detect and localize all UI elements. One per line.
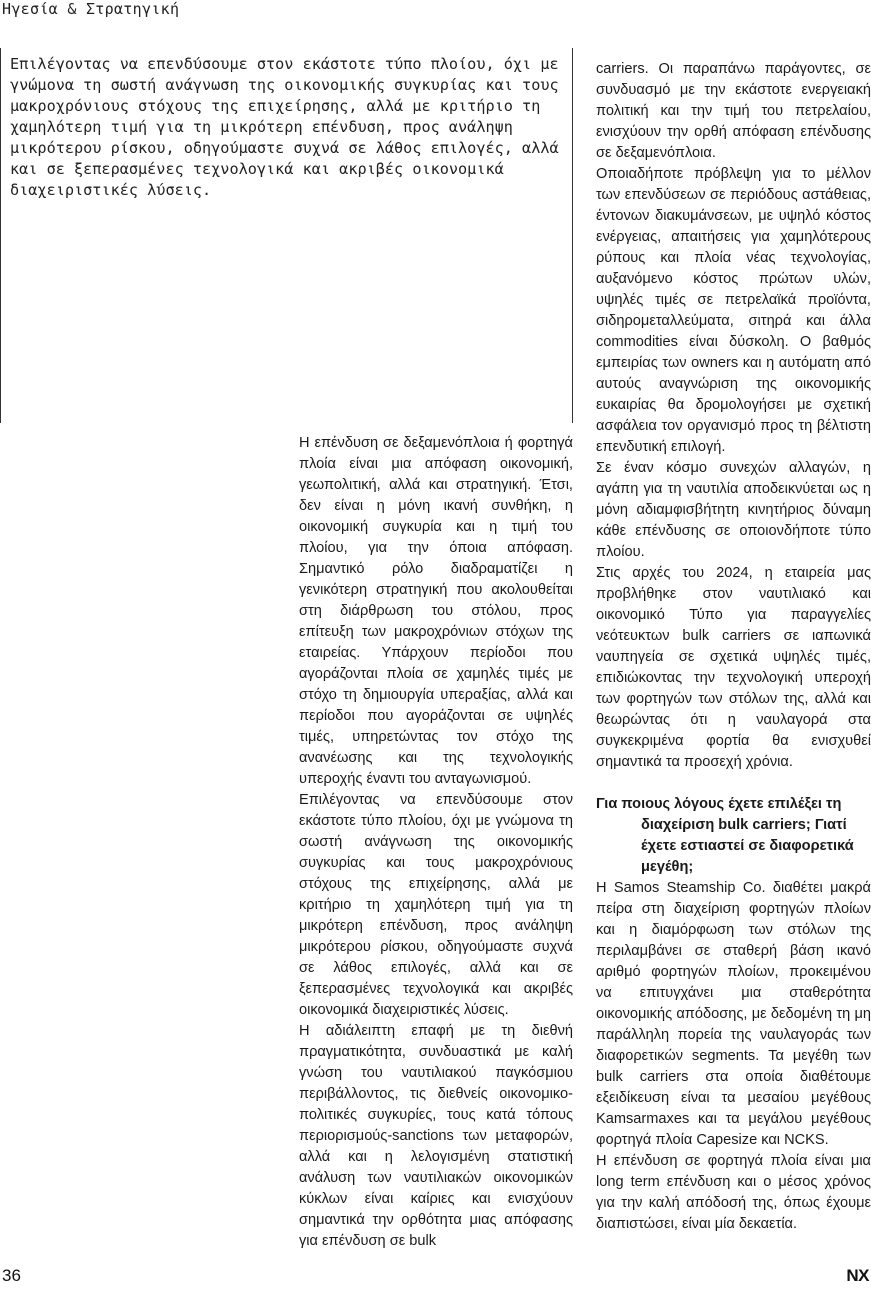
pull-quote-right-rule xyxy=(572,48,573,423)
body-paragraph: Επιλέγοντας να επενδύσουμε στον εκάστοτε τύπο πλοίου, όχι με γνώμονα τη σωστή ανάγνωση της οικονομικής συγκυρίας και τους μακροχρόνιους στόχους της επιχείρησης, αλλά με κριτήριο τη χαμηλότερη τιμή για τη μικρότερη επένδυση, προς ανάληψη μικρότερου ρίσκου, οδηγούμαστε συχνά σε λάθος επιλογές, αλλά και σε ξεπερασμένες τεχνολογικά και ακριβές οικονομικά διαχειριστικές λύσεις. xyxy=(299,792,573,1018)
interview-question-first-line: Για ποιους λόγους έχετε επιλέξει τη xyxy=(596,796,842,812)
pull-quote-left-rule xyxy=(0,48,1,423)
article-column-right xyxy=(596,59,871,1235)
body-paragraph: carriers. Οι παραπάνω παράγοντες, σε συνδυασμό με την εκάστοτε ενεργειακή πολιτική και την τιμή του πετρελαίου, ενισχύουν την ορθή απόφαση επένδυσης σε δεξαμενόπλοια. xyxy=(596,61,871,161)
body-paragraph: Στις αρχές του 2024, η εταιρεία μας προβλήθηκε στον ναυτιλιακό και οικονομικό Τύπο για παραγγελίες νεότευκτων bulk carriers σε ιαπωνικά ναυπηγεία σε σχετικά υψηλές τιμές, επιδιώκοντας την τεχνολογική υπεροχή των φορτηγών των στόλων της, αλλά και θεωρώντας ότι η ναυλαγορά στα συγκεκριμένα φορτία θα ενισχυθεί σημαντικά τα προσεχή χρόνια. xyxy=(596,565,871,770)
body-paragraph: Η επένδυση σε δεξαμενόπλοια ή φορτηγά πλοία είναι μια απόφαση οικονομική, γεωπολιτική, αλλά και στρατηγική. Έτσι, δεν είναι η μόνη ικανή συνθήκη, η οικονομική συγκυρία και η τιμή του πλοίου, για την όποια απόφαση. Σημαντικό ρόλο διαδραματίζει η γενικότερη στρατηγική που ακολουθείται στη διάρθρωση του στόλου, προς επίτευξη των μακροχρόνιων στόχων της εταιρείας. Υπάρχουν περίοδοι που αγοράζονται πλοία σε χαμηλές τιμές με στόχο τη δημιουργία υπεραξίας, αλλά και περίοδοι που αγοράζονται σε υψηλές τιμές, υπηρετώντας τον στόχο της ανανέωσης και της τεχνολογικής υπεροχής έναντι του ανταγωνισμού. xyxy=(299,435,573,787)
body-paragraph: Η αδιάλειπτη επαφή με τη διεθνή πραγματικότητα, συνδυαστικά με καλή γνώση του ναυτιλιακού παγκόσμιου περιβάλλοντος, τις διεθνείς οικονομικο-πολιτικές συγκυρίες, τους κατά τόπους περιορισμούς-sanctions των μεταφορών, αλλά και η λελογισμένη στατιστική ανάλυση των ναυτιλιακών οικονομικών κύκλων είναι καίριες και ενισχύουν σημαντικά την ορθότητα μιας απόφασης για επένδυση σε bulk xyxy=(299,1023,573,1249)
page-number: 36 xyxy=(2,1266,21,1285)
body-paragraph: Σε έναν κόσμο συνεχών αλλαγών, η αγάπη για τη ναυτιλία αποδεικνύεται ως η μόνη αδιαμφισβήτητη κινητήριος δύναμη κάθε επένδυσης σε οποιονδήποτε τύπο πλοίου. xyxy=(596,460,871,560)
pull-quote xyxy=(0,48,572,423)
body-paragraph: Η Samos Steamship Co. διαθέτει μακρά πείρα στη διαχείριση φορτηγών πλοίων και η διαμόρφωση των στόλων της περιλαμβάνει σε σταθερή βάση ικανό αριθμό φορτηγών πλοίων, προκειμένου να επιτυγχάνει μια σταθερότητα οικονομικής απόδοσης, με δεδομένη τη μη παράλληλη πορεία της ναυλαγοράς των διαφορετικών segments. Τα μεγέθη των bulk carriers στα οποία διαθέτουμε εξειδίκευση είναι τα μεσαίου μεγέθους Kamsarmaxes και τα μεγάλου μεγέθους φορτηγά πλοία Capesize και NCKS. xyxy=(596,880,871,1148)
interview-question-rest: διαχείριση bulk carriers; Γιατί έχετε εστιαστεί σε διαφορετικά μεγέθη; xyxy=(641,817,854,875)
magazine-logo: NX xyxy=(846,1266,869,1285)
section-title: Ηγεσία & Στρατηγική xyxy=(2,0,180,18)
article-column-middle xyxy=(299,433,573,1252)
interview-question xyxy=(596,794,871,878)
pull-quote-text: Επιλέγοντας να επενδύσουμε στον εκάστοτε τύπο πλοίου, όχι με γνώμονα τη σωστή ανάγνωση της οικονομικής συγκυρίας και τους μακροχρόνιους στόχους της επιχείρησης, αλλά με κριτήριο τη χαμηλότερη τιμή για τη μικρότερη επένδυση, προς ανάληψη μικρότερου ρίσκου, οδηγούμαστε συχνά σε λάθος επιλογές, αλλά και σε ξεπερασμένες τεχνολογικά και ακριβές οικονομικά διαχειριστικές λύσεις. xyxy=(10,55,559,199)
body-paragraph: Η επένδυση σε φορτηγά πλοία είναι μια long term επένδυση και ο μέσος χρόνος για την καλή απόδοσή της, όπως έχουμε διαπιστώσει, είναι μία δεκαετία. xyxy=(596,1153,871,1232)
body-paragraph: Οποιαδήποτε πρόβλεψη για το μέλλον των επενδύσεων σε περιόδους αστάθειας, έντονων διακυμάνσεων, με υψηλό κόστος ενέργειας, απαιτήσεις για χαμηλότερους ρύπους και πλοία νέας τεχνολογίας, αυξανόμενο κόστος πρώτων υλών, υψηλές τιμές σε πετρελαϊκά προϊόντα, σιδηρομεταλλεύματα, σιτηρά και άλλα commodities είναι δύσκολη. Ο βαθμός εμπειρίας των owners και η αυτόματη από αυτούς αναγνώριση της οικονομικής ευκαιρίας θα δρομολογήσει με σχετική ασφάλεια τον οργανισμό προς τη βέλτιστη επενδυτική επιλογή. xyxy=(596,166,871,455)
